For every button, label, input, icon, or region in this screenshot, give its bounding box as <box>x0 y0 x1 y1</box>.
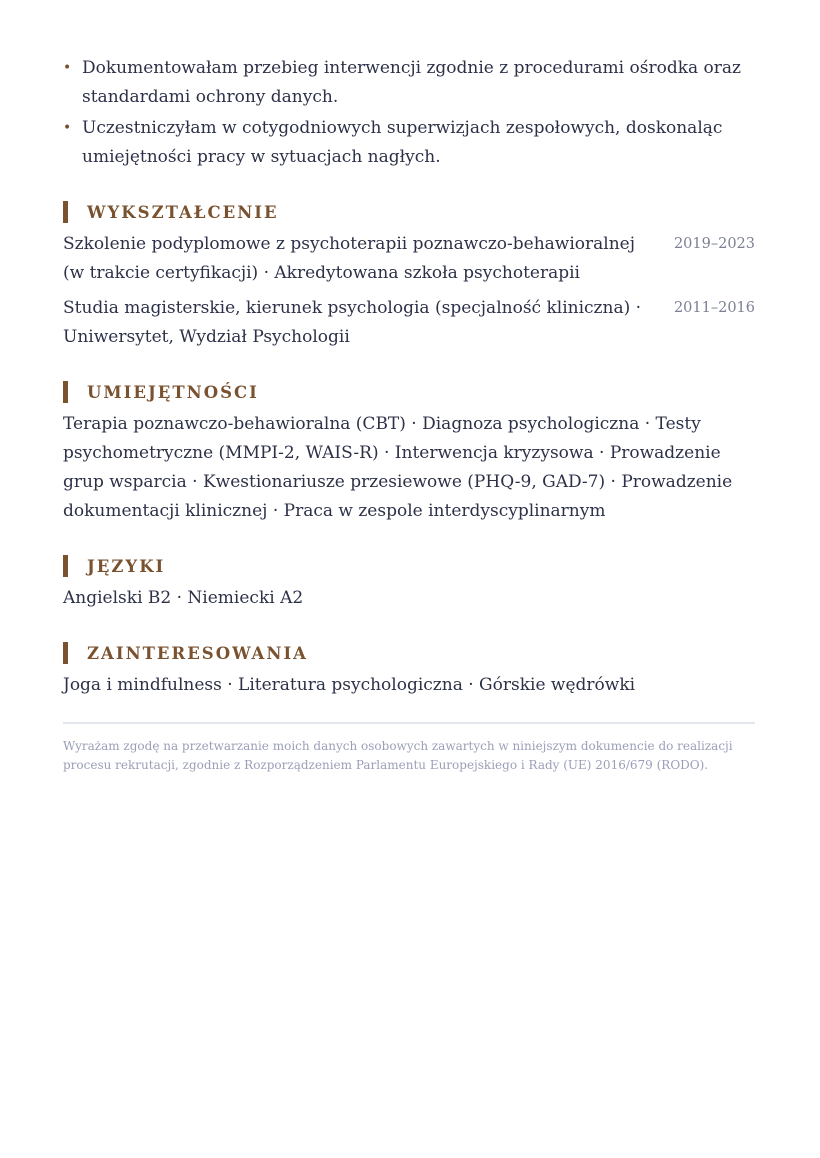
experience-bullet-list <box>63 54 755 172</box>
education-item-text: Szkolenie podyplomowe z psychoterapii poznawczo-behawioralnej (w trakcie certyfikacji) · Akredytowana szkoła psychoterapii <box>63 234 635 283</box>
section-title: JĘZYKI <box>87 556 166 576</box>
section-title: WYKSZTAŁCENIE <box>87 202 279 222</box>
section-accent-bar <box>63 381 68 403</box>
skills-text: Terapia poznawczo-behawioralna (CBT) · Diagnoza psychologiczna · Testy psychometryczne (MMPI-2, WAIS-R) · Interwencja kryzysowa · Prowadzenie grup wsparcia · Kwestionariusze przesiewowe (PHQ-9, GAD-7) · Prowadzenie dokumentacji klinicznej · Praca w zespole interdyscyplinarnym <box>63 414 733 521</box>
bullet-icon: • <box>63 120 72 136</box>
education-item-text: Studia magisterskie, kierunek psychologia (specjalność kliniczna) · Uniwersytet, Wydział Psychologii <box>63 298 642 347</box>
experience-bullet <box>63 54 755 112</box>
section-heading-interests <box>63 641 755 665</box>
experience-bullet-text: Dokumentowałam przebieg interwencji zgodnie z procedurami ośrodka oraz standardami ochrony danych. <box>82 58 741 107</box>
section-heading-languages <box>63 554 755 578</box>
section-heading-skills <box>63 380 755 404</box>
cv-page <box>63 54 755 775</box>
interests-text: Joga i mindfulness · Literatura psychologiczna · Górskie wędrówki <box>63 675 636 695</box>
education-item-dates: 2019–2023 <box>673 236 755 252</box>
gdpr-consent-clause: Wyrażam zgodę na przetwarzanie moich danych osobowych zawartych w niniejszym dokumencie do realizacji procesu rekrutacji, zgodnie z Rozporządzeniem Parlamentu Europejskiego i Rady (UE) 2016/679 (RODO). <box>63 739 733 772</box>
section-accent-bar <box>63 555 68 577</box>
section-title: UMIEJĘTNOŚCI <box>87 382 259 402</box>
section-accent-bar <box>63 642 68 664</box>
experience-bullet-text: Uczestniczyłam w cotygodniowych superwizjach zespołowych, doskonaląc umiejętności pracy w sytuacjach nagłych. <box>82 118 723 167</box>
section-title: ZAINTERESOWANIA <box>87 643 308 663</box>
bullet-icon: • <box>63 60 72 76</box>
education-list <box>63 230 755 352</box>
education-item-dates: 2011–2016 <box>673 300 755 316</box>
section-accent-bar <box>63 201 68 223</box>
education-item <box>63 230 755 288</box>
footer-divider <box>63 722 755 724</box>
section-heading-education <box>63 200 755 224</box>
languages-text: Angielski B2 · Niemiecki A2 <box>63 588 304 608</box>
experience-bullet <box>63 114 755 172</box>
education-item <box>63 294 755 352</box>
